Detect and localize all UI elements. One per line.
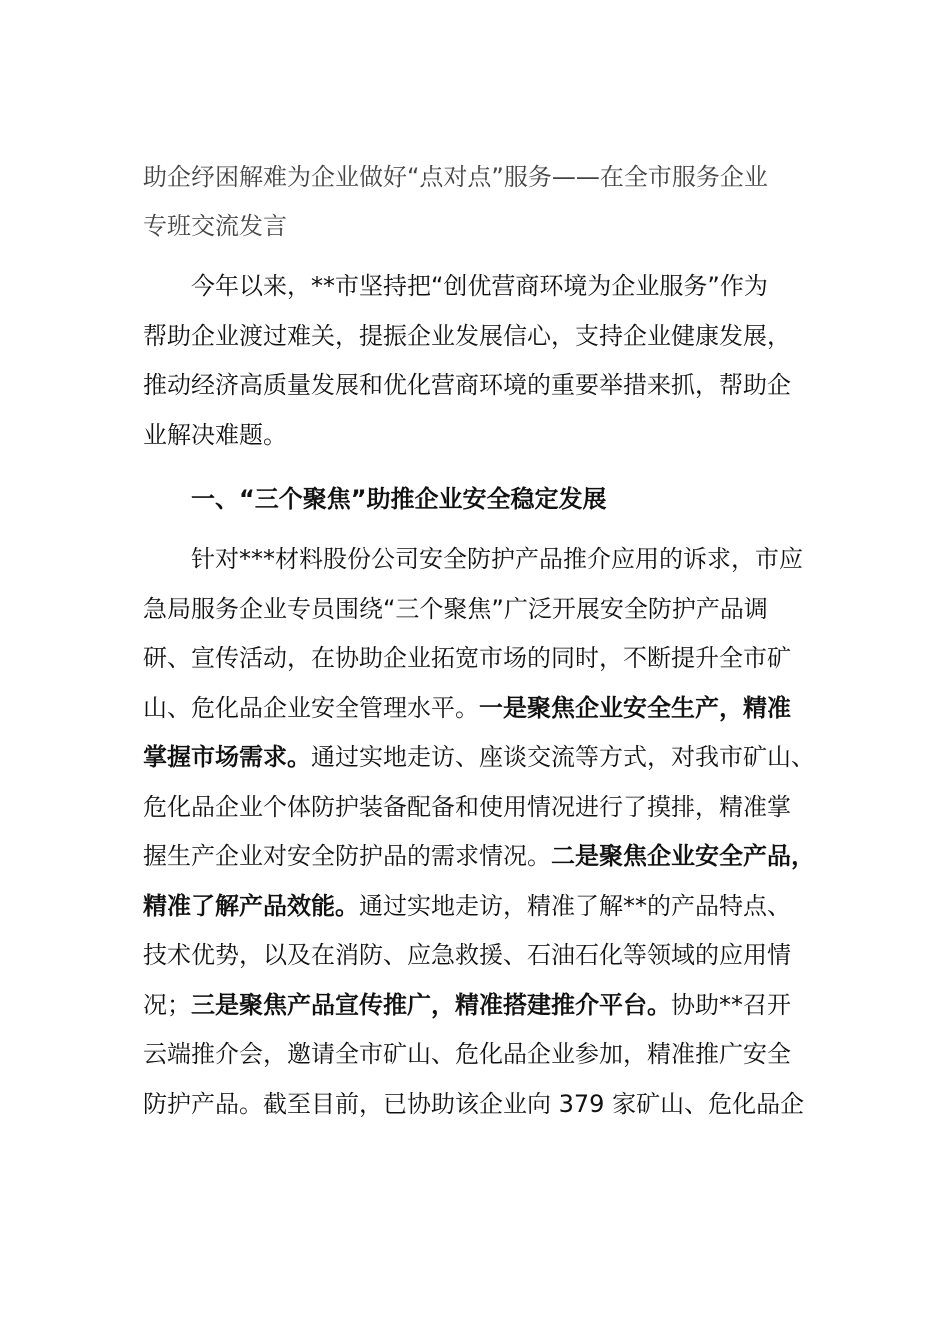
body-text: 通过实地走访、座谈交流等方式，对我市矿山、 (311, 743, 815, 771)
body-text: 通过实地走访，精准了解**的产品特点、 (359, 891, 791, 920)
emphasis-text: 三是聚焦产品宣传推广，精准搭建推介平台。 (191, 990, 671, 1019)
title-line-1: 助企纾困解难为企业做好“点对点”服务——在全市服务企业 (143, 163, 768, 191)
body-line (143, 981, 823, 1031)
emphasis-text: 二是聚焦企业安全产品， (551, 842, 815, 870)
title-line-2: 专班交流发言 (143, 212, 287, 240)
section-1-heading: 一、“三个聚焦”助推企业安全稳定发展 (191, 485, 607, 513)
body-line: 防护产品。截至目前，已协助该企业向 379 家矿山、危化品企 (143, 1089, 805, 1118)
body-line: 云端推介会，邀请全市矿山、危化品企业参加，精准推广安全 (143, 1040, 791, 1068)
section-1-paragraph (143, 535, 823, 1129)
body-line (143, 832, 823, 882)
body-line (143, 882, 823, 932)
emphasis-text: 一是聚焦企业安全生产，精准 (479, 693, 791, 722)
body-line (143, 733, 823, 783)
body-text: 山、危化品企业安全管理水平。 (143, 693, 479, 722)
body-text: 握生产企业对安全防护品的需求情况。 (143, 842, 551, 870)
body-text: 协助**召开 (671, 990, 791, 1019)
intro-line: 帮助企业渡过难关，提振企业发展信心，支持企业健康发展， (143, 321, 791, 350)
intro-line: 推动经济高质量发展和优化营商环境的重要举措来抓，帮助企 (143, 371, 791, 399)
body-text: 况； (143, 990, 191, 1019)
body-line (143, 684, 823, 734)
emphasis-text: 掌握市场需求。 (143, 743, 311, 771)
emphasis-text: 精准了解产品效能。 (143, 891, 359, 920)
intro-paragraph (143, 262, 823, 460)
body-line: 危化品企业个体防护装备配备和使用情况进行了摸排，精准掌 (143, 792, 791, 821)
body-line: 针对***材料股份公司安全防护产品推介应用的诉求，市应 (191, 545, 803, 573)
body-line: 研、宣传活动，在协助企业拓宽市场的同时，不断提升全市矿 (143, 644, 791, 672)
body-line: 技术优势，以及在消防、应急救援、石油石化等领域的应用情 (143, 941, 791, 969)
intro-line: 今年以来，**市坚持把“创优营商环境为企业服务”作为 (191, 272, 768, 300)
intro-line: 业解决难题。 (143, 420, 287, 449)
document-title (143, 153, 823, 251)
body-line: 急局服务企业专员围绕“三个聚焦”广泛开展安全防护产品调 (143, 594, 768, 623)
